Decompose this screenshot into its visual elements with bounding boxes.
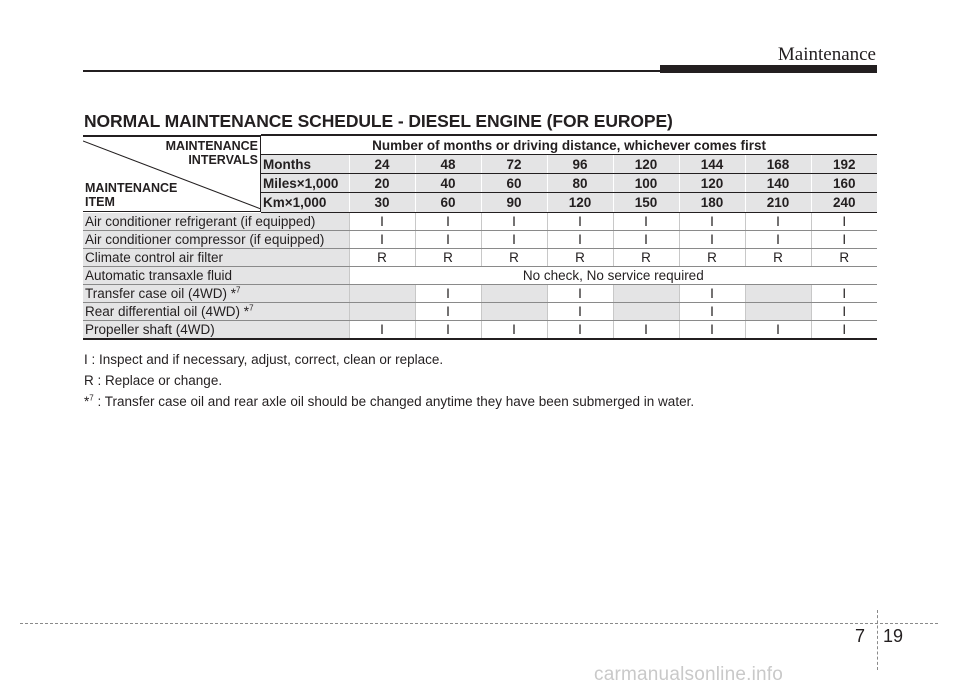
item-value: I xyxy=(613,320,679,339)
note-footnote xyxy=(84,391,694,412)
interval-value: 40 xyxy=(415,174,481,193)
item-name-text: Rear differential oil (4WD) * xyxy=(85,303,250,319)
item-value: I xyxy=(613,230,679,248)
corner-item-line-2: ITEM xyxy=(85,195,115,209)
item-name-text: Climate control air filter xyxy=(85,249,224,265)
item-value: I xyxy=(349,212,415,230)
item-name xyxy=(83,320,349,339)
interval-row-label: Months xyxy=(261,155,349,174)
item-value: I xyxy=(481,320,547,339)
page-number: 19 xyxy=(883,626,904,646)
note-inspect: I : Inspect and if necessary, adjust, correct, clean or replace. xyxy=(84,352,444,367)
item-value: I xyxy=(415,302,481,320)
interval-value: 144 xyxy=(679,155,745,174)
interval-value: 160 xyxy=(811,174,877,193)
item-value: I xyxy=(679,302,745,320)
interval-value: 140 xyxy=(745,174,811,193)
item-value xyxy=(481,284,547,302)
footnote-number: 7 xyxy=(89,393,94,403)
item-name-text: Air conditioner refrigerant (if equipped) xyxy=(85,213,316,229)
interval-header: Number of months or driving distance, whichever comes first xyxy=(261,135,877,155)
table-row xyxy=(83,248,877,266)
interval-value: 60 xyxy=(415,193,481,212)
item-name xyxy=(83,212,349,230)
interval-row-label: Km×1,000 xyxy=(261,193,349,212)
item-value: I xyxy=(679,230,745,248)
item-value: R xyxy=(679,248,745,266)
watermark: carmanualsonline.info xyxy=(594,664,784,685)
item-value: I xyxy=(745,212,811,230)
interval-value: 20 xyxy=(349,174,415,193)
interval-value: 180 xyxy=(679,193,745,212)
table-row xyxy=(83,212,877,230)
item-value xyxy=(349,284,415,302)
item-value: I xyxy=(547,284,613,302)
item-value: R xyxy=(745,248,811,266)
header-rule-thick xyxy=(660,65,877,73)
item-name xyxy=(83,302,349,320)
item-value: R xyxy=(613,248,679,266)
item-value: I xyxy=(415,230,481,248)
item-value: R xyxy=(481,248,547,266)
interval-value: 240 xyxy=(811,193,877,212)
header-rule xyxy=(83,70,663,72)
item-value: I xyxy=(547,212,613,230)
corner-item-line-1: MAINTENANCE xyxy=(85,181,178,195)
item-value: I xyxy=(745,320,811,339)
item-footnote: 7 xyxy=(236,285,241,294)
item-value: I xyxy=(811,320,877,339)
item-value xyxy=(613,302,679,320)
item-span-value: No check, No service required xyxy=(349,266,877,284)
page-title: NORMAL MAINTENANCE SCHEDULE - DIESEL ENGINE (FOR EUROPE) xyxy=(84,111,673,131)
item-value: R xyxy=(349,248,415,266)
item-value xyxy=(349,302,415,320)
item-value: I xyxy=(349,320,415,339)
table-corner-cell xyxy=(83,135,261,212)
item-value: I xyxy=(679,212,745,230)
item-value: I xyxy=(811,302,877,320)
interval-value: 210 xyxy=(745,193,811,212)
item-name-text: Propeller shaft (4WD) xyxy=(85,321,215,337)
item-value: I xyxy=(547,302,613,320)
item-value xyxy=(481,302,547,320)
maintenance-table xyxy=(83,134,877,340)
item-value: I xyxy=(415,320,481,339)
item-value: I xyxy=(481,212,547,230)
interval-value: 72 xyxy=(481,155,547,174)
item-value: R xyxy=(547,248,613,266)
notes xyxy=(84,349,694,412)
footer-divider xyxy=(877,610,878,670)
interval-value: 120 xyxy=(679,174,745,193)
item-value: I xyxy=(481,230,547,248)
interval-row-label: Miles×1,000 xyxy=(261,174,349,193)
item-value xyxy=(745,284,811,302)
interval-value: 60 xyxy=(481,174,547,193)
footer-rule xyxy=(20,623,938,624)
chapter-number: 7 xyxy=(855,626,866,646)
item-name-text: Transfer case oil (4WD) * xyxy=(85,285,237,301)
corner-intervals-line-2: INTERVALS xyxy=(188,153,258,167)
interval-value: 120 xyxy=(613,155,679,174)
item-footnote: 7 xyxy=(249,303,254,312)
item-value: R xyxy=(415,248,481,266)
item-value: I xyxy=(613,212,679,230)
corner-intervals-line-1: MAINTENANCE xyxy=(165,139,258,153)
interval-value: 150 xyxy=(613,193,679,212)
item-value: I xyxy=(745,230,811,248)
item-value: I xyxy=(415,212,481,230)
item-value xyxy=(613,284,679,302)
note-replace: R : Replace or change. xyxy=(84,373,223,388)
footnote-mark: * xyxy=(84,394,90,409)
item-name-text: Air conditioner compressor (if equipped) xyxy=(85,231,325,247)
item-name xyxy=(83,284,349,302)
item-value: I xyxy=(811,230,877,248)
item-name xyxy=(83,248,349,266)
interval-value: 30 xyxy=(349,193,415,212)
item-value: I xyxy=(811,212,877,230)
table-row xyxy=(83,284,877,302)
item-value: I xyxy=(679,284,745,302)
section-title: Maintenance xyxy=(777,44,876,65)
interval-value: 90 xyxy=(481,193,547,212)
table-row xyxy=(83,320,877,339)
item-value xyxy=(745,302,811,320)
item-value: I xyxy=(679,320,745,339)
interval-value: 48 xyxy=(415,155,481,174)
item-name-text: Automatic transaxle fluid xyxy=(85,267,233,283)
item-value: I xyxy=(415,284,481,302)
corner-intervals-label xyxy=(166,139,258,167)
item-value: I xyxy=(811,284,877,302)
interval-value: 192 xyxy=(811,155,877,174)
item-name xyxy=(83,266,349,284)
corner-item-label xyxy=(85,181,177,209)
table-row xyxy=(83,302,877,320)
interval-value: 96 xyxy=(547,155,613,174)
interval-value: 24 xyxy=(349,155,415,174)
item-value: I xyxy=(547,320,613,339)
footnote-text: : Transfer case oil and rear axle oil should be changed anytime they have been submerged in water. xyxy=(93,394,695,409)
item-value: I xyxy=(547,230,613,248)
interval-value: 120 xyxy=(547,193,613,212)
interval-value: 80 xyxy=(547,174,613,193)
table-header-row xyxy=(83,135,877,155)
table-row xyxy=(83,230,877,248)
table-row xyxy=(83,266,877,284)
item-value: I xyxy=(349,230,415,248)
interval-value: 100 xyxy=(613,174,679,193)
interval-value: 168 xyxy=(745,155,811,174)
item-value: R xyxy=(811,248,877,266)
item-name xyxy=(83,230,349,248)
